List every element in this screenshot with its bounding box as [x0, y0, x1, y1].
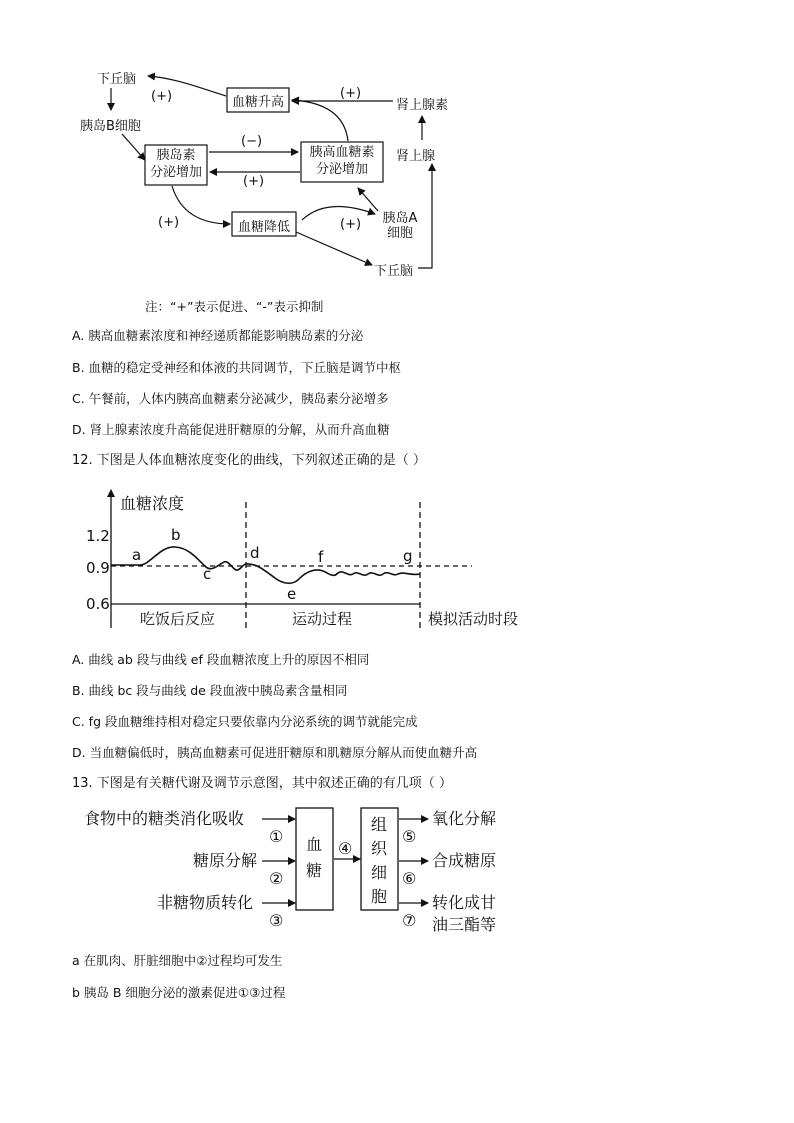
point-label-c: c: [203, 565, 212, 583]
adrenaline-label: 肾上腺素: [396, 98, 449, 113]
tissue-char-4: 胞: [371, 887, 388, 906]
sign-insulin-lower: (+): [158, 215, 180, 230]
output-2: 合成糖原: [432, 851, 497, 870]
q13-stem: 13. 下图是有关糖代谢及调节示意图，其中叙述正确的有几项（ ）: [72, 776, 452, 791]
source-1: 食物中的糖类消化吸收: [84, 809, 245, 828]
ytick-3: 0.6: [86, 595, 110, 613]
sign-low-to-a: (+): [340, 217, 362, 232]
num-2: ②: [269, 869, 284, 888]
point-label-f: f: [318, 548, 324, 566]
q11-option-d: D. 肾上腺素浓度升高能促进肝糖原的分解，从而升高血糖: [72, 422, 390, 437]
arrow-insulin-to-glucose-down: [172, 186, 230, 224]
islet-a-line1: 胰岛A: [382, 211, 418, 226]
glucose-metabolism-diagram: [0, 800, 794, 945]
source-3: 非糖物质转化: [157, 893, 254, 912]
glucagon-line2: 分泌增加: [315, 162, 368, 177]
segment-label-3: 模拟活动时段: [428, 610, 519, 628]
arrow-islet-b-to-insulin: [122, 134, 145, 160]
point-label-b: b: [171, 526, 181, 544]
glucagon-box-text: [303, 144, 381, 178]
insulin-line2: 分泌增加: [149, 165, 202, 180]
diagram-note: 注：“+”表示促进、“-”表示抑制: [145, 299, 324, 314]
arrow-glucose-down-to-islet-a: [302, 206, 375, 220]
islet-a-cell: [378, 211, 422, 241]
islet-b-cell: 胰岛B细胞: [80, 119, 141, 134]
sign-promote-insulin: (+): [243, 174, 265, 189]
y-axis-label: 血糖浓度: [120, 494, 185, 513]
q13-statement-a: a 在肌肉、肝脏细胞中②过程均可发生: [72, 953, 283, 968]
sign-hypo-to-b: (+): [151, 89, 173, 104]
q13-statement-b: b 胰岛 B 细胞分泌的激素促进①③过程: [72, 985, 286, 1000]
num-4: ④: [338, 839, 353, 858]
glucagon-line1: 胰高血糖素: [309, 145, 375, 160]
insulin-line1: 胰岛素: [156, 148, 196, 163]
output-3a: 转化成甘: [432, 893, 497, 912]
ytick-2: 0.9: [86, 559, 110, 577]
insulin-box-text: [147, 147, 205, 181]
sign-inhibit: (−): [241, 134, 263, 149]
blood-char-1: 血: [306, 835, 323, 854]
glucose-up-label: 血糖升高: [231, 95, 284, 110]
tissue-char-3: 细: [371, 863, 388, 882]
hypothalamus-top: 下丘脑: [97, 72, 137, 87]
arrow-glucose-down-to-hypothalamus: [296, 232, 372, 265]
adrenal-gland-label: 肾上腺: [396, 149, 436, 164]
arrow-islet-a-to-glucagon: [358, 188, 378, 211]
glucose-curve: [111, 547, 420, 583]
tissue-char-2: 织: [371, 839, 388, 858]
arrow-glucagon-to-glucose-up: [292, 100, 348, 141]
point-label-a: a: [132, 546, 142, 564]
segment-label-2: 运动过程: [292, 610, 353, 628]
hypothalamus-bottom: 下丘脑: [374, 264, 414, 279]
sign-adrenaline: (+): [340, 86, 362, 101]
q11-option-c: C. 午餐前，人体内胰高血糖素分泌减少，胰岛素分泌增多: [72, 391, 389, 406]
q12-option-d: D. 当血糖偏低时，胰高血糖素可促进肝糖原和肌糖原分解从而使血糖升高: [72, 745, 478, 760]
source-2: 糖原分解: [193, 851, 258, 870]
q11-option-a: A. 胰高血糖素浓度和神经递质都能影响胰岛素的分泌: [72, 328, 364, 343]
segment-label-1: 吃饭后反应: [140, 610, 216, 628]
blood-char-2: 糖: [306, 861, 323, 880]
q12-option-a: A. 曲线 ab 段与曲线 ef 段血糖浓度上升的原因不相同: [72, 652, 370, 667]
num-7: ⑦: [402, 911, 417, 930]
q12-stem: 12. 下图是人体血糖浓度变化的曲线，下列叙述正确的是（ ）: [72, 453, 426, 468]
ytick-1: 1.2: [86, 527, 110, 545]
q12-option-c: C. fg 段血糖维持相对稳定只要依靠内分泌系统的调节就能完成: [72, 714, 418, 729]
num-6: ⑥: [402, 869, 417, 888]
glucose-down-label: 血糖降低: [237, 220, 290, 235]
num-5: ⑤: [402, 827, 417, 846]
glucose-curve-chart: [0, 478, 794, 638]
q12-option-b: B. 曲线 bc 段与曲线 de 段血液中胰岛素含量相同: [72, 683, 348, 698]
point-label-e: e: [287, 585, 297, 603]
islet-a-line2: 细胞: [386, 226, 413, 241]
point-label-g: g: [403, 547, 413, 565]
q11-option-b: B. 血糖的稳定受神经和体液的共同调节，下丘脑是调节中枢: [72, 360, 402, 375]
output-3b: 油三酯等: [432, 915, 497, 934]
num-1: ①: [269, 827, 284, 846]
point-label-d: d: [250, 544, 260, 562]
num-3: ③: [269, 911, 284, 930]
blood-glucose-box: [296, 808, 333, 910]
tissue-char-1: 组: [371, 815, 388, 834]
output-1: 氧化分解: [432, 809, 497, 828]
